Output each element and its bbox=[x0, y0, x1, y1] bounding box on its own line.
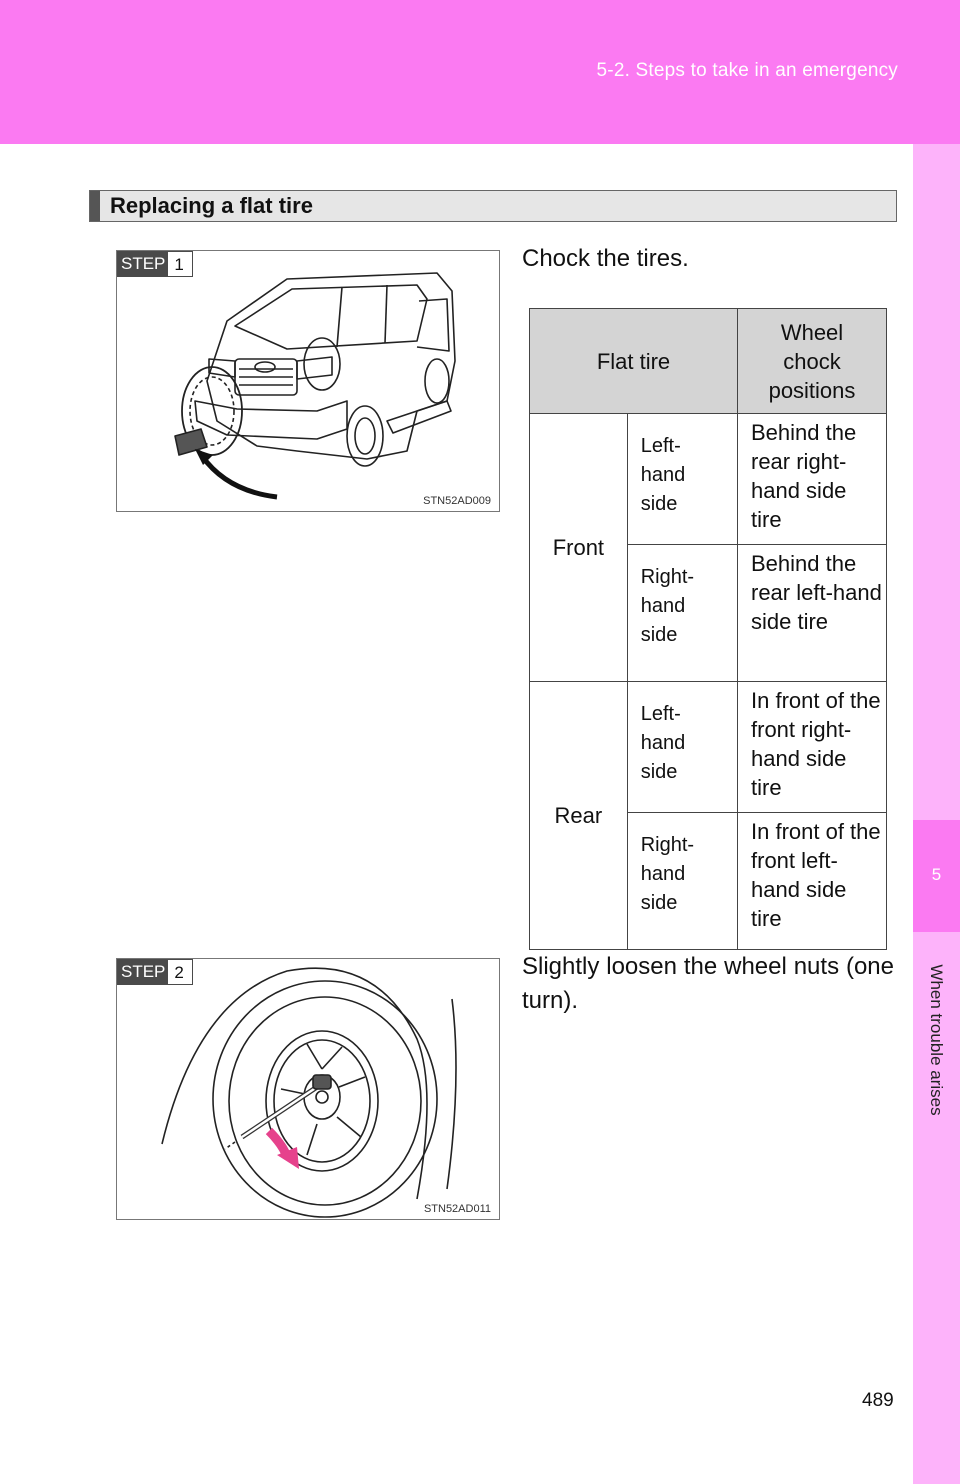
suv-chocked-illustration bbox=[117, 251, 501, 513]
section-heading-bar bbox=[89, 190, 897, 222]
page-number: 489 bbox=[862, 1390, 894, 1411]
table-row bbox=[530, 682, 887, 813]
side-cell bbox=[627, 682, 737, 813]
figure-step-1 bbox=[116, 250, 500, 512]
group-front: Front bbox=[530, 414, 628, 682]
side-label: Left-hand side bbox=[640, 435, 686, 515]
section-heading-accent bbox=[90, 191, 100, 221]
header-flat-tire: Flat tire bbox=[530, 309, 738, 414]
side-cell bbox=[627, 545, 737, 682]
side-label: Left-hand side bbox=[640, 703, 686, 783]
side-cell bbox=[627, 414, 737, 545]
header-wheel-chock-positions-text: Wheel chock positions bbox=[768, 319, 856, 403]
group-rear: Rear bbox=[530, 682, 628, 950]
step-2-badge bbox=[117, 959, 193, 985]
step-2-text: Slightly loosen the wheel nuts (one turn). bbox=[522, 953, 894, 1014]
side-tab-label: When trouble arises bbox=[927, 964, 946, 1116]
side-label: Right-hand side bbox=[640, 566, 695, 646]
step-1-badge bbox=[117, 251, 193, 277]
position-cell: Behind the rear left-hand side tire bbox=[738, 545, 887, 682]
side-label: Right-hand side bbox=[640, 834, 695, 914]
table-row bbox=[530, 414, 887, 545]
section-title: Replacing a flat tire bbox=[110, 193, 313, 218]
figure-step-2 bbox=[116, 958, 500, 1220]
header-wheel-chock-positions bbox=[738, 309, 887, 414]
side-cell bbox=[627, 813, 737, 950]
step-2-number: 2 bbox=[168, 959, 192, 985]
side-tab-number: 5 bbox=[931, 865, 942, 884]
step-1-text: Chock the tires. bbox=[522, 245, 689, 272]
position-cell: In front of the front right-hand side tire bbox=[738, 682, 887, 813]
table-header-row bbox=[530, 309, 887, 414]
wheel-nut-wrench-illustration bbox=[117, 959, 501, 1221]
side-tab bbox=[913, 144, 960, 1484]
position-cell: Behind the rear right-hand side tire bbox=[738, 414, 887, 545]
step-1-word: STEP bbox=[117, 251, 168, 277]
chapter-heading: 5-2. Steps to take in an emergency bbox=[596, 60, 898, 81]
step-1-number: 1 bbox=[168, 251, 192, 277]
figure-1-code: STN52AD009 bbox=[423, 495, 491, 507]
position-cell: In front of the front left-hand side tire bbox=[738, 813, 887, 950]
step-2-word: STEP bbox=[117, 959, 168, 985]
wheel-chock-table bbox=[529, 308, 887, 950]
figure-2-code: STN52AD011 bbox=[423, 1203, 491, 1215]
